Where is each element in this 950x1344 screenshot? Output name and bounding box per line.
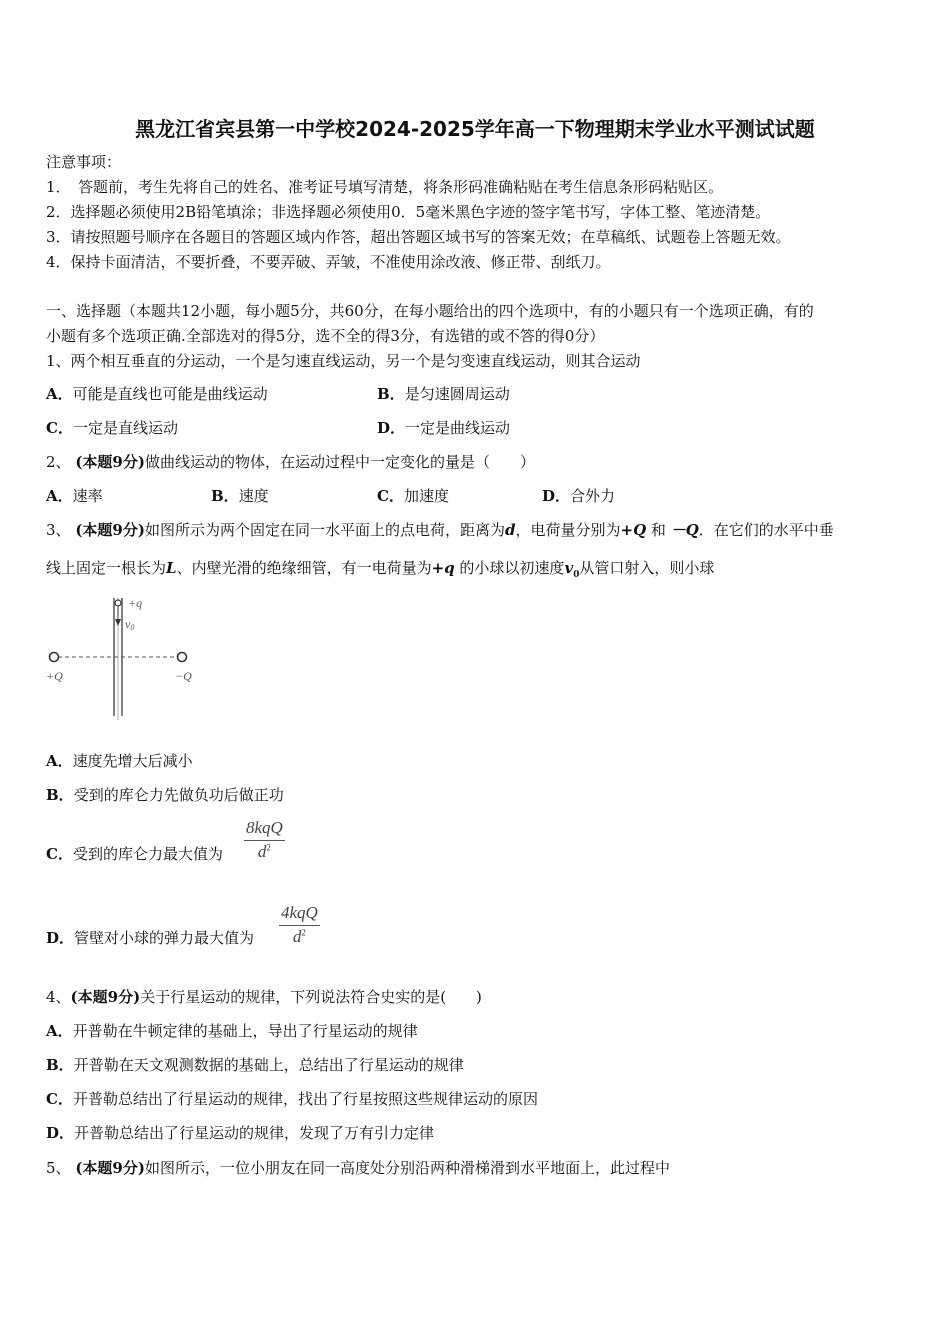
formula-numerator: 4kqQ [279, 903, 320, 926]
q3-figure [40, 590, 210, 725]
q4-option-c [46, 1089, 538, 1109]
option-text: 速度先增大后减小 [72, 752, 193, 770]
option-text: 开普勒总结出了行星运动的规律，发现了万有引力定律 [74, 1124, 435, 1142]
q2-option-c [377, 486, 449, 506]
q4-text: 关于行星运动的规律，下列说法符合史实的是( ) [140, 988, 482, 1006]
option-text: 管壁对小球的弹力最大值为 [74, 929, 255, 947]
q3-text: 、内壁光滑的绝缘细管，有一电荷量为 [176, 559, 432, 577]
q5-number: 5、 [46, 1159, 71, 1177]
q2-score-tag: (本题9分) [75, 453, 145, 471]
option-text: 加速度 [403, 487, 449, 505]
q3-var-plus-q: +Q [620, 521, 647, 539]
q3-option-d [46, 928, 254, 948]
q5-score-tag: (本题9分) [75, 1159, 145, 1177]
formula-denominator: $d^2$ [292, 927, 306, 946]
q3-var-v0-sub: 0 [573, 570, 580, 580]
option-text: 合外力 [570, 487, 616, 505]
q4-number: 4、 [46, 988, 71, 1006]
q4-stem [46, 987, 482, 1007]
negative-charge [178, 653, 187, 662]
q3-var-d: d [504, 521, 516, 539]
q3-stem-line2 [46, 558, 714, 585]
section-intro-line1: 一、选择题（本题共12小题，每小题5分，共60分，在每小题给出的四个选项中，有的小题只有一个选项正确，有的 [46, 302, 814, 320]
option-text: 开普勒总结出了行星运动的规律，找出了行星按照这些规律运动的原因 [72, 1090, 538, 1108]
q1-option-b [377, 384, 510, 404]
option-text: 速率 [72, 487, 103, 505]
fig-label-plus-q: +q [128, 596, 143, 610]
q3-text: ．在它们的水平中垂 [698, 521, 834, 539]
option-text: 受到的库仑力先做负功后做正功 [73, 786, 284, 804]
option-letter: B． [211, 487, 239, 505]
formula-denominator: $d^2$ [257, 842, 271, 861]
option-text: 一定是直线运动 [72, 419, 178, 437]
option-letter: C． [46, 845, 73, 863]
fig-label-v0: v0 [125, 617, 135, 632]
q3-number: 3、 [46, 521, 71, 539]
q3-var-minus-q: －Q [670, 521, 699, 539]
q2-option-d [542, 486, 615, 506]
option-text: 开普勒在牛顿定律的基础上，导出了行星运动的规律 [72, 1022, 418, 1040]
option-text: 速度 [238, 487, 269, 505]
option-text: 受到的库仑力最大值为 [72, 845, 223, 863]
q3-option-d-formula [279, 903, 320, 947]
positive-charge [50, 653, 59, 662]
option-letter: C． [46, 419, 73, 437]
option-letter: D． [542, 487, 571, 505]
q3-text: 和 [650, 521, 666, 539]
q3-option-c-formula [244, 818, 285, 862]
q1-stem: 1、两个相互垂直的分运动，一个是匀速直线运动，另一个是匀变速直线运动，则其合运动 [46, 352, 641, 370]
q3-stem-line1 [46, 520, 834, 540]
q1-option-d [377, 418, 510, 438]
q3-var-q: +q [431, 559, 455, 577]
option-letter: A． [46, 752, 73, 770]
q2-number: 2、 [46, 453, 71, 471]
option-text: 开普勒在天文观测数据的基础上，总结出了行星运动的规律 [73, 1056, 464, 1074]
q3-text: 线上固定一根长为 [46, 559, 167, 577]
q3-var-v0: v [564, 559, 574, 577]
fig-label-plus-Q: +Q [46, 669, 63, 683]
q4-option-b [46, 1055, 464, 1075]
notice-item-2: 2．选择题必须使用2B铅笔填涂；非选择题必须使用0．5毫米黑色字迹的签字笔书写，字体工整、笔迹清楚。 [46, 203, 771, 221]
page-title: 黑龙江省宾县第一中学校2024-2025学年高一下物理期末学业水平测试试题 [135, 117, 815, 141]
option-letter: A． [46, 1022, 73, 1040]
option-letter: D． [46, 929, 75, 947]
option-text: 一定是曲线运动 [405, 419, 511, 437]
option-letter: D． [46, 1124, 75, 1142]
option-letter: D． [377, 419, 406, 437]
q3-option-c [46, 844, 223, 864]
q2-stem [46, 452, 535, 472]
notice-item-3: 3．请按照题号顺序在各题目的答题区域内作答，超出答题区域书写的答案无效；在草稿纸、试题卷上答题无效。 [46, 228, 791, 246]
option-text: 可能是直线也可能是曲线运动 [72, 385, 268, 403]
formula-numerator: 8kqQ [244, 818, 285, 841]
option-letter: A． [46, 487, 73, 505]
q5-stem [46, 1158, 670, 1178]
option-letter: C． [46, 1090, 73, 1108]
q4-score-tag: (本题9分) [70, 988, 141, 1006]
option-text: 是匀速圆周运动 [404, 385, 510, 403]
q3-option-a [46, 751, 193, 771]
option-letter: C． [377, 487, 404, 505]
q2-option-a [46, 486, 103, 506]
charged-ball [115, 600, 121, 606]
q1-option-c [46, 418, 178, 438]
q4-option-a [46, 1021, 418, 1041]
q3-text: ，电荷量分别为 [515, 521, 621, 539]
q3-text: 从管口射入，则小球 [579, 559, 715, 577]
notice-heading: 注意事项： [46, 153, 122, 171]
option-letter: B． [46, 786, 74, 804]
q3-option-b [46, 785, 284, 805]
option-letter: B． [377, 385, 405, 403]
q2-text: 做曲线运动的物体，在运动过程中一定变化的量是（ ） [144, 453, 535, 471]
fig-label-minus-Q: −Q [175, 669, 192, 683]
option-letter: A． [46, 385, 73, 403]
option-letter: B． [46, 1056, 74, 1074]
notice-item-4: 4．保持卡面清洁，不要折叠，不要弄破、弄皱，不准使用涂改液、修正带、刮纸刀。 [46, 253, 611, 271]
velocity-arrowhead [115, 619, 121, 626]
section-intro-line2: 小题有多个选项正确.全部选对的得5分，选不全的得3分，有选错的或不答的得0分） [46, 327, 605, 345]
q3-var-L: L [166, 559, 177, 577]
q3-score-tag: (本题9分) [75, 521, 145, 539]
notice-item-1: 1． 答题前，考生先将自己的姓名、准考证号填写清楚，将条形码准确粘贴在考生信息条形码粘贴区。 [46, 178, 724, 196]
q3-text: 如图所示为两个固定在同一水平面上的点电荷，距离为 [144, 521, 505, 539]
q5-text: 如图所示，一位小朋友在同一高度处分别沿两种滑梯滑到水平地面上，此过程中 [144, 1159, 670, 1177]
q2-option-b [211, 486, 269, 506]
q3-text: 的小球以初速度 [459, 559, 565, 577]
q1-option-a [46, 384, 268, 404]
q4-option-d [46, 1123, 434, 1143]
